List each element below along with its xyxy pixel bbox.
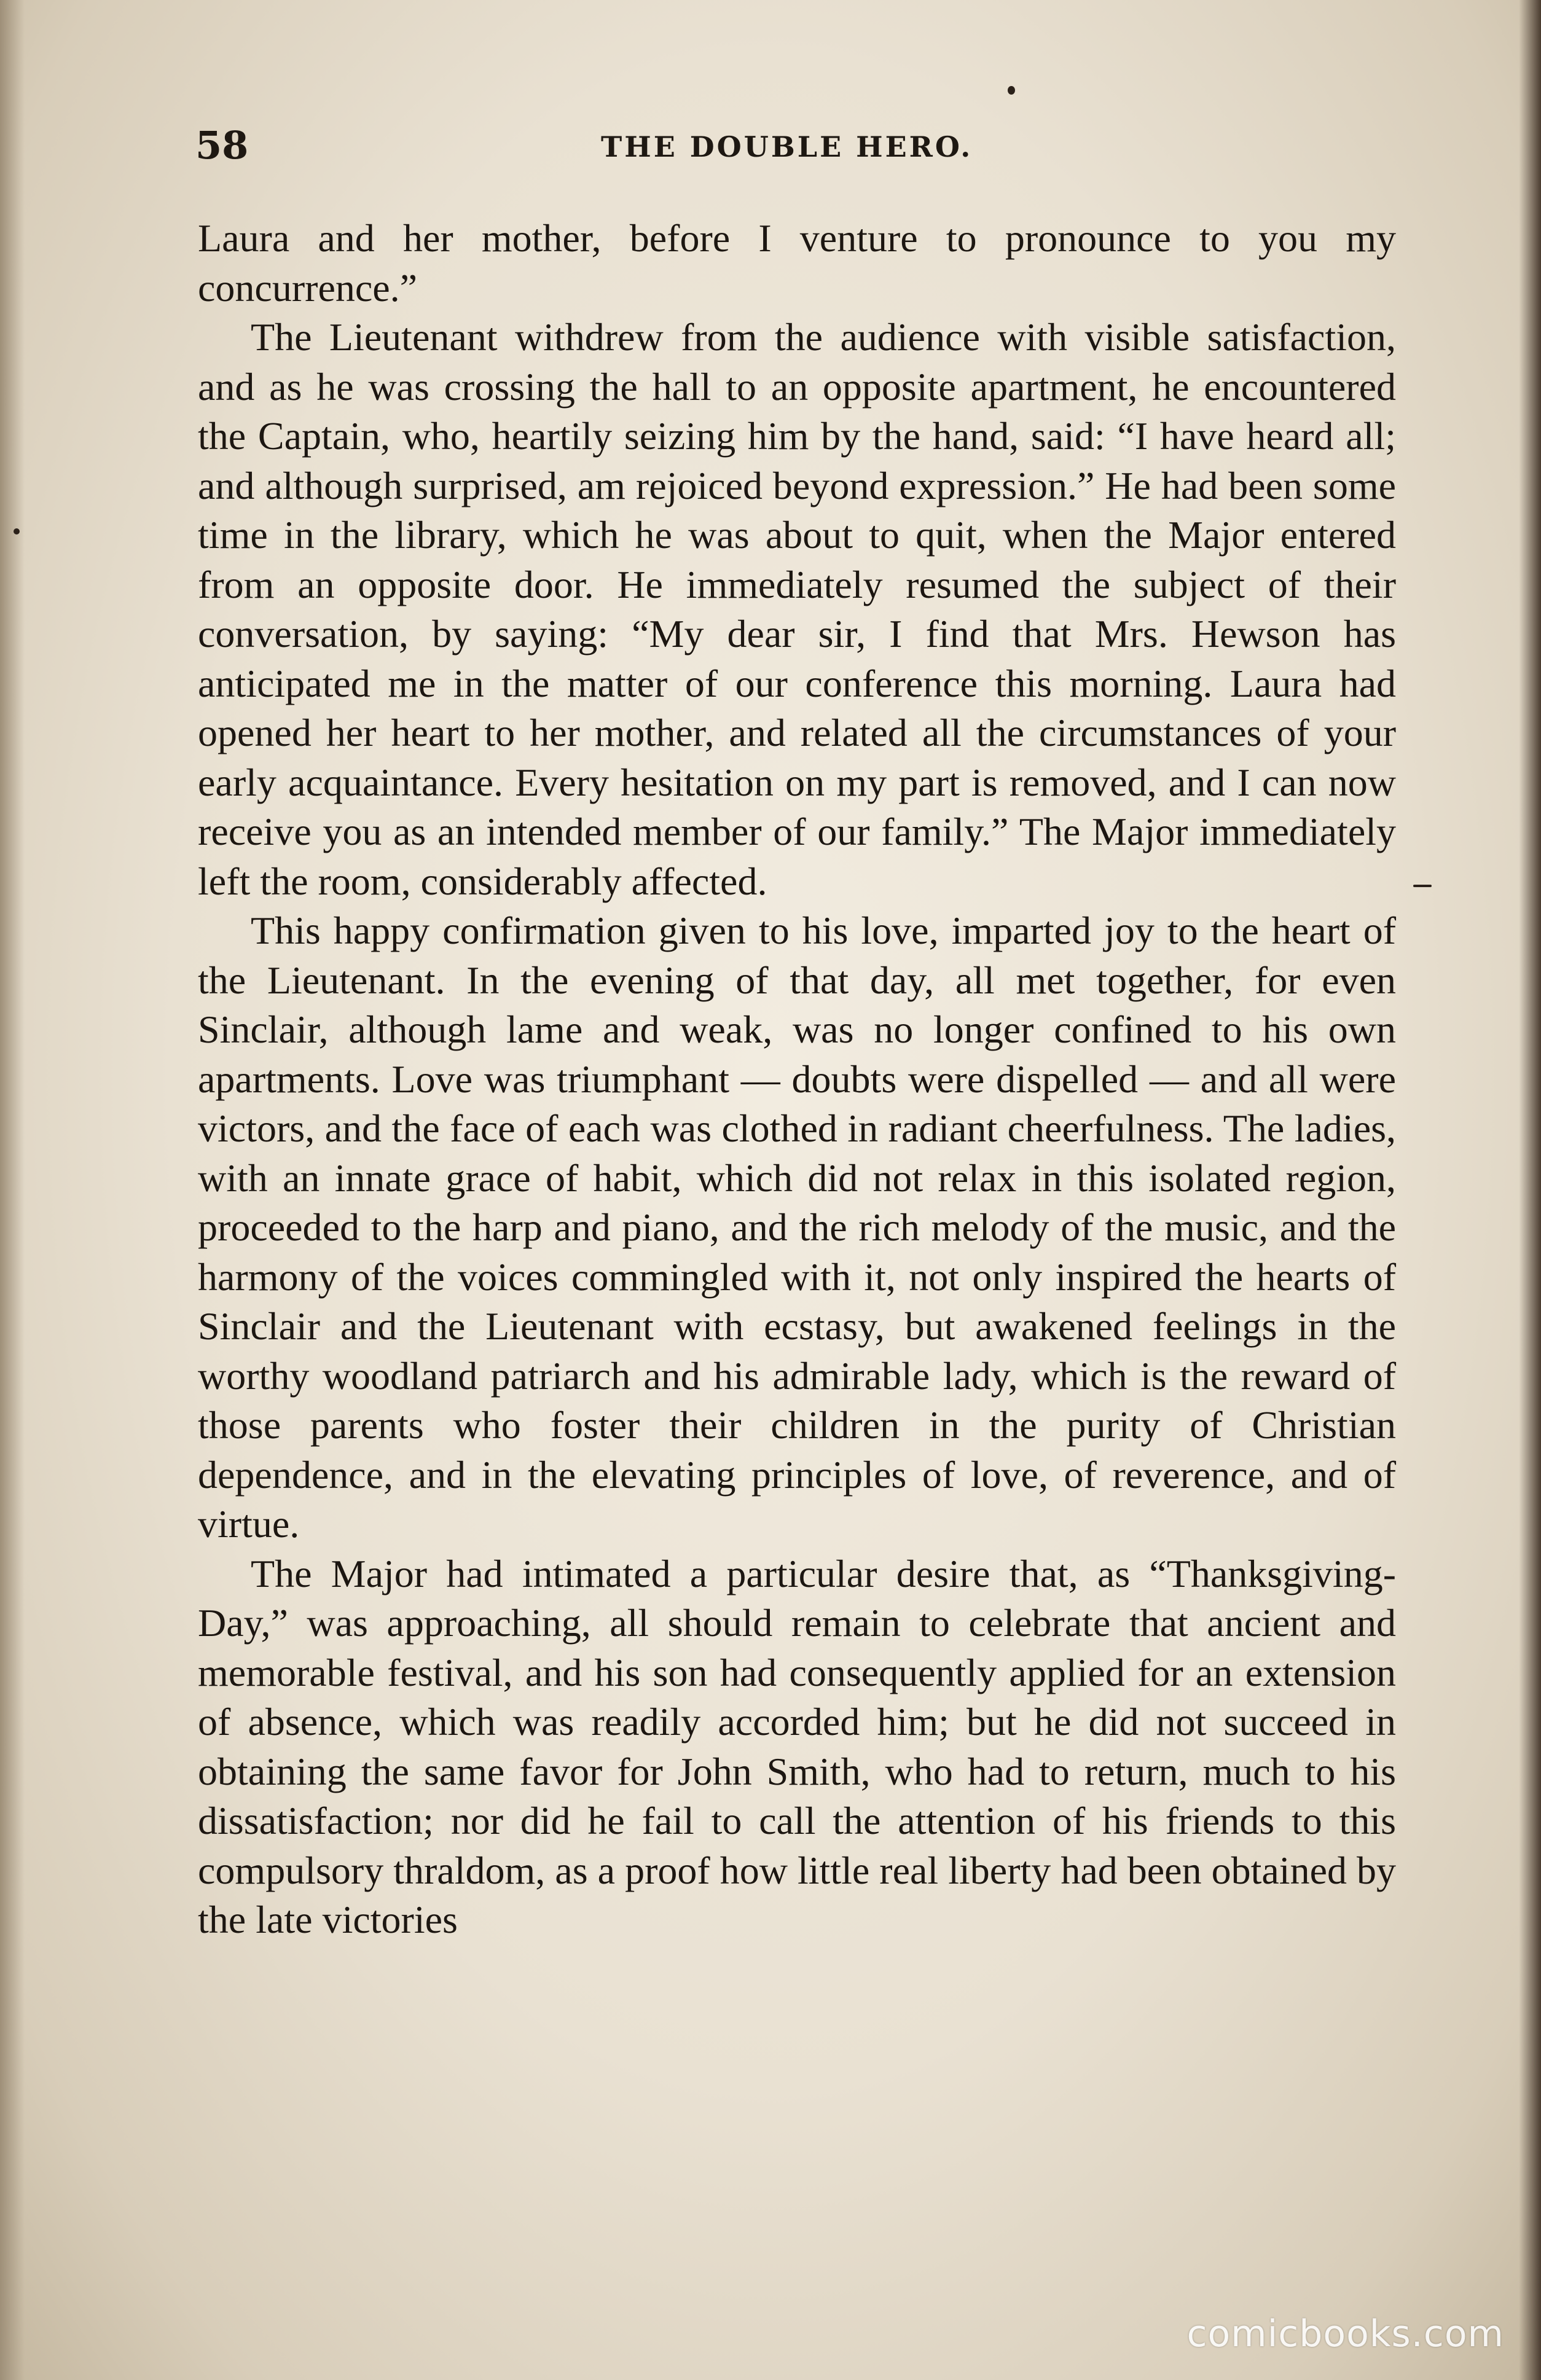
paper-speck (1008, 86, 1015, 95)
page-header (195, 123, 1394, 178)
paper-speck (1413, 885, 1432, 887)
paper-speck (14, 528, 20, 534)
paragraph: The Lieutenant withdrew from the audience with visible satisfaction, and as he was crossing the hall to an opposite apartment, he encountered the Captain, who, heartily seizing him by the hand, said: “I have heard all; and although surprised, am rejoiced beyond expression.” He had been some time in the library, which he was about to quit, when the Major entered from an opposite door. He immediately resumed the subject of their conversation, by saying: “My dear sir, I find that Mrs. Hewson has anticipated me in the matter of our conference this morning. Laura had opened her heart to her mother, and related all the circumstances of your early acquaintance. Every hesitation on my part is removed, and I can now receive you as an intended member of our family.” The Major immediately left the room, considerably affected. (198, 315, 1396, 903)
paragraph-continuation: Laura and her mother, before I venture to pronounce to you my concurrence.” (198, 216, 1396, 310)
paragraph: The Major had intimated a particular desire that, as “Thanksgiving-Day,” was approaching, all should remain to celebrate that ancient and memorable festival, and his son had consequently applied for an extension of absence, which was readily accorded him; but he did not succeed in obtaining the same favor for John Smith, who had to return, much to his dissatisfaction; nor did he fail to call the attention of his friends to this compulsory thraldom, as a proof how little real liberty had been obtained by the late victories (198, 1551, 1396, 1941)
body-text (198, 214, 1396, 1945)
running-title: THE DOUBLE HERO. (601, 130, 973, 163)
page-edge-shadow-left (0, 0, 25, 2380)
page-edge-shadow-right (1519, 0, 1541, 2380)
paragraph: This happy confirmation given to his love, imparted joy to the heart of the Lieutenant. In the evening of that day, all met together, for even Sinclair, although lame and weak, was no longer confined to his own apartments. Love was triumphant — doubts were dispelled — and all were victors, and the face of each was clothed in radiant cheerfulness. The ladies, with an innate grace of habit, which did not relax in this isolated region, proceeded to the harp and piano, and the rich melody of the music, and the harmony of the voices commingled with it, not only inspired the hearts of Sinclair and the Lieutenant with ecstasy, but awakened feelings in the worthy woodland patriarch and his admirable lady, which is the reward of those parents who foster their children in the purity of Christian dependence, and in the elevating principles of love, of reverence, and of virtue. (198, 909, 1396, 1546)
watermark: comicbooks.com (1186, 2312, 1504, 2355)
page-number: 58 (195, 123, 249, 168)
